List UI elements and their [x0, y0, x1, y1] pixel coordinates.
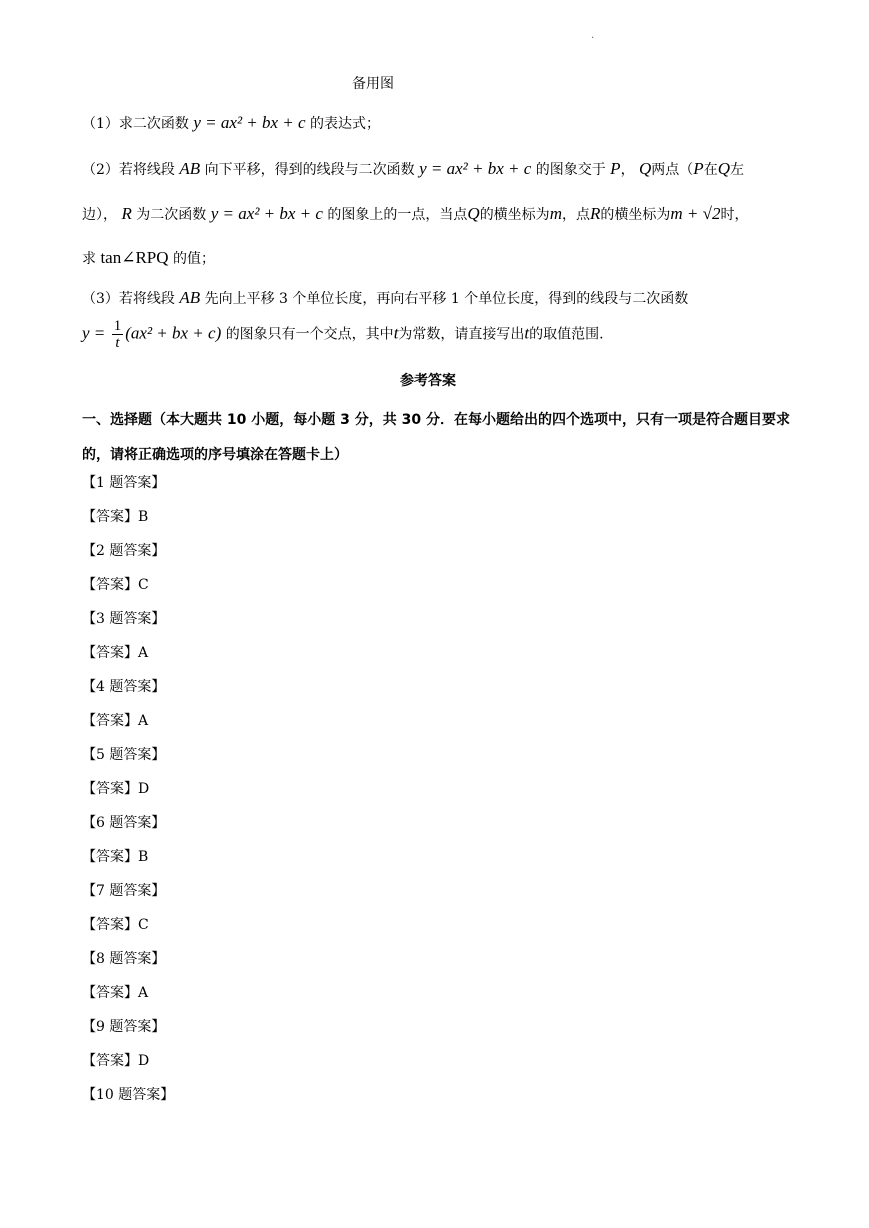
answer-label: 【5 题答案】	[82, 747, 166, 763]
q2-text: 的横坐标为	[479, 207, 550, 223]
m-plus-sqrt2: m + √2	[670, 204, 721, 223]
answer-value: 【答案】A	[82, 645, 149, 661]
q2-text: 两点（	[651, 162, 694, 178]
answer-label: 【6 题答案】	[82, 815, 166, 831]
question-2-line-2	[82, 204, 748, 224]
tan-rpq: tan∠RPQ	[100, 248, 169, 267]
answer-label: 【2 题答案】	[82, 543, 166, 559]
answer-value: 【答案】D	[82, 1053, 150, 1069]
q2-text: ，点	[561, 207, 590, 223]
answer-value: 【答案】B	[82, 849, 149, 865]
q1-prefix: （1）求二次函数	[82, 116, 189, 132]
answer-value: 【答案】B	[82, 509, 149, 525]
answer-value: 【答案】C	[82, 577, 149, 593]
q2-text: 为二次函数	[136, 207, 207, 223]
q2-text: 边），	[82, 207, 117, 223]
question-3-line-1	[82, 288, 688, 308]
var-t: t	[524, 323, 530, 343]
q2-text: 的图象交于	[535, 162, 606, 178]
answer-label: 【4 题答案】	[82, 679, 166, 695]
section-1-heading: 一、选择题（本大题共 10 小题，每小题 3 分，共 30 分．在每小题给出的四个选项中，只有一项是符合题目要求的，请将正确选项的序号填涂在答题卡上）	[82, 412, 790, 463]
answer-label: 【7 题答案】	[82, 883, 166, 899]
segment-ab: AB	[179, 288, 201, 307]
point-q: Q	[467, 204, 480, 223]
q3-text: 的取值范围.	[529, 326, 604, 343]
q2-text: 左	[729, 162, 744, 178]
segment-ab: AB	[179, 159, 201, 178]
fraction-denominator: t	[115, 335, 120, 351]
answer-label: 【10 题答案】	[82, 1087, 175, 1103]
q3-text: 先向上平移 3 个单位长度，再向右平移 1 个单位长度，得到的线段与二次函数	[204, 291, 689, 307]
var-t: t	[393, 323, 399, 343]
answer-label: 【8 题答案】	[82, 951, 166, 967]
q3-text: 为常数，请直接写出	[398, 326, 525, 343]
q2-expression: y = ax² + bx + c	[419, 159, 532, 178]
point-p: P	[693, 159, 704, 178]
question-1	[82, 113, 380, 133]
answer-label: 【3 题答案】	[82, 611, 166, 627]
q2-text: 时，	[720, 207, 749, 223]
q3-text: 的图象只有一个交点，其中	[225, 326, 394, 343]
var-m: m	[549, 204, 562, 223]
q3-y-eq: y =	[82, 323, 106, 343]
figure-caption: 备用图	[352, 76, 394, 92]
q2-expression: y = ax² + bx + c	[210, 204, 323, 223]
point-q: Q	[639, 159, 652, 178]
question-2-line-3	[82, 248, 215, 268]
point-q: Q	[717, 159, 730, 178]
q3-text: （3）若将线段	[82, 291, 175, 307]
q2-text: 的值；	[173, 251, 215, 267]
q1-suffix: 的表达式；	[310, 116, 381, 132]
q2-text: 的图象上的一点，当点	[327, 207, 468, 223]
q2-text: 在	[703, 162, 718, 178]
header-dot: .	[591, 30, 595, 41]
answer-value: 【答案】A	[82, 713, 149, 729]
q2-text: 求	[82, 251, 96, 267]
point-p: P	[610, 159, 621, 178]
answer-value: 【答案】C	[82, 917, 149, 933]
answer-label: 【9 题答案】	[82, 1019, 166, 1035]
fraction-numerator: 1	[113, 318, 122, 334]
q3-expression: (ax² + bx + c)	[125, 323, 222, 343]
point-r: R	[121, 204, 132, 223]
answer-label: 【1 题答案】	[82, 475, 166, 491]
point-r: R	[589, 204, 601, 223]
answer-value: 【答案】D	[82, 781, 150, 797]
q2-text: 的横坐标为	[600, 207, 671, 223]
question-2-line-1: （2）若将线段 AB 向下平移，得到的线段与二次函数 y = ax² + bx + c 的图象交于 P， Q两点（P在Q左	[82, 159, 744, 178]
q2-text: （2）若将线段	[82, 162, 175, 178]
answer-value: 【答案】A	[82, 985, 149, 1001]
fraction-1-over-t	[112, 318, 124, 351]
question-3-line-2	[82, 318, 604, 351]
answers-title: 参考答案	[400, 373, 456, 389]
q1-expression: y = ax² + bx + c	[193, 113, 306, 132]
q2-text: 向下平移，得到的线段与二次函数	[204, 162, 415, 178]
